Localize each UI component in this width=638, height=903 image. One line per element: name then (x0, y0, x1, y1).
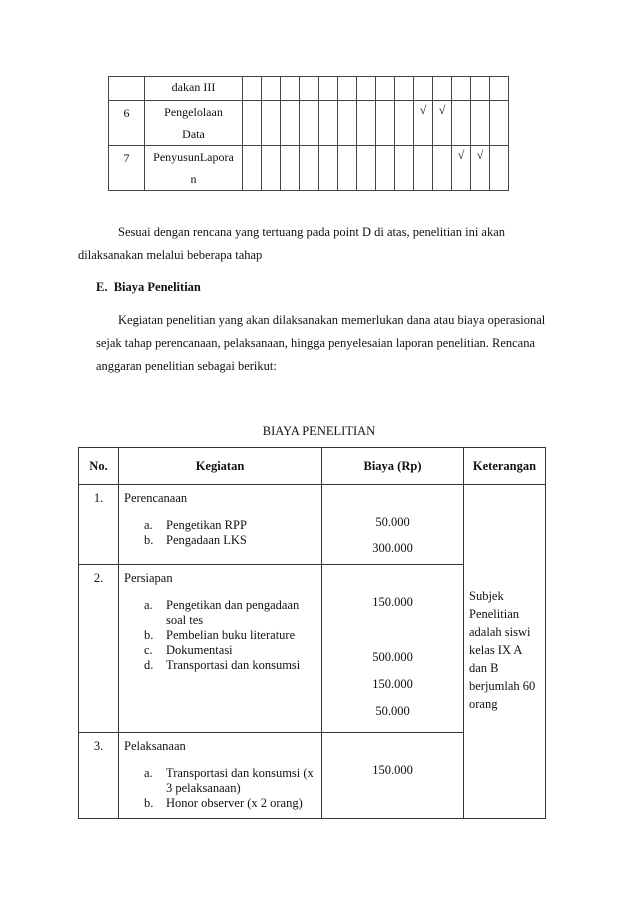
item-mark: c. (144, 643, 153, 657)
note-line: kelas IX A (469, 643, 523, 657)
section-costs (322, 565, 464, 733)
item-text: Transportasi dan konsumsi (166, 658, 301, 672)
schedule-row-no: 6 (109, 101, 145, 146)
check-mark: √ (452, 146, 471, 191)
activity-line: Pengelolaan (164, 105, 223, 119)
item-mark: a. (144, 518, 153, 532)
check-mark: √ (471, 146, 490, 191)
note-line: dan B (469, 661, 499, 675)
section-title: Pelaksanaan (124, 739, 186, 753)
item-mark: b. (144, 796, 154, 810)
activity-list (144, 598, 321, 673)
list-item (144, 643, 321, 658)
item-mark: a. (144, 598, 153, 612)
item-text: Pengadaan LKS (166, 533, 247, 547)
cost-value: 150.000 (372, 763, 413, 777)
budget-title: BIAYA PENELITIAN (262, 424, 376, 438)
section-no: 3. (79, 733, 119, 819)
item-text: Pengetikan RPP (166, 518, 247, 532)
section-activity (119, 485, 322, 565)
activity-list (144, 766, 321, 811)
list-item (144, 796, 321, 811)
item-text: Honor observer (x 2 orang) (166, 796, 303, 810)
list-item (144, 598, 321, 628)
note-line: Subjek (469, 589, 504, 603)
activity-list (144, 518, 321, 548)
schedule-row-activity (145, 77, 243, 101)
section-no: 2. (79, 565, 119, 733)
schedule-row-no (109, 77, 145, 101)
item-line: 3 pelaksanaan) (166, 781, 241, 795)
section-title: Perencanaan (124, 491, 188, 505)
schedule-row-activity (145, 146, 243, 191)
cost-value: 500.000 (372, 650, 413, 664)
item-text: Dokumentasi (166, 643, 233, 657)
budget-section-row (79, 485, 546, 565)
paragraph-2-line-2: sejak tahap perencanaan, pelaksanaan, hingga penyelesaian laporan penelitian. Rencana (96, 336, 536, 350)
activity-line: PenyusunLapora (153, 150, 234, 164)
section-costs (322, 733, 464, 819)
header-cost: Biaya (Rp) (322, 448, 464, 485)
section-heading: E. Biaya Penelitian (96, 280, 201, 294)
header-no: No. (79, 448, 119, 485)
item-mark: a. (144, 766, 153, 780)
schedule-row (109, 77, 509, 101)
cost-value: 50.000 (375, 515, 410, 529)
section-no: 1. (79, 485, 119, 565)
section-title: Persiapan (124, 571, 173, 585)
paragraph-2-line-3: anggaran penelitian sebagai berikut: (96, 359, 277, 373)
activity-line: n (190, 172, 197, 186)
cost-value: 150.000 (372, 595, 413, 609)
schedule-row (109, 146, 509, 191)
item-line: Pengetikan dan pengadaan (166, 598, 300, 612)
paragraph-1-line-2: dilaksanakan melalui beberapa tahap (78, 248, 263, 262)
item-mark: b. (144, 628, 154, 642)
item-text: Pembelian buku literature (166, 628, 296, 642)
note-cell (464, 485, 546, 819)
schedule-table (108, 76, 509, 191)
list-item (144, 518, 321, 533)
item-mark: b. (144, 533, 154, 547)
budget-table (78, 447, 546, 819)
note-line: adalah siswi (469, 625, 531, 639)
item-line: Transportasi dan konsumsi (x (166, 766, 314, 780)
header-note: Keterangan (464, 448, 546, 485)
item-text (166, 598, 299, 628)
cost-value: 150.000 (372, 677, 413, 691)
note-line: orang (469, 697, 498, 711)
item-text (166, 766, 314, 796)
list-item (144, 628, 321, 643)
activity-line: dakan III (171, 80, 216, 94)
section-activity (119, 565, 322, 733)
header-activity: Kegiatan (119, 448, 322, 485)
schedule-row (109, 101, 509, 146)
note-line: Penelitian (469, 607, 519, 621)
paragraph-2-line-1: Kegiatan penelitian yang akan dilaksanakan memerlukan dana atau biaya operasional (118, 313, 546, 327)
budget-header-row (79, 448, 546, 485)
cost-value: 50.000 (375, 704, 410, 718)
paragraph-1-line-1: Sesuai dengan rencana yang tertuang pada point D di atas, penelitian ini akan (118, 225, 506, 239)
item-line: soal tes (166, 613, 204, 627)
schedule-row-no: 7 (109, 146, 145, 191)
schedule-row-activity (145, 101, 243, 146)
check-mark: √ (414, 101, 433, 146)
activity-line: Data (182, 127, 205, 141)
list-item (144, 766, 321, 796)
cost-value: 300.000 (372, 541, 413, 555)
section-costs (322, 485, 464, 565)
item-mark: d. (144, 658, 154, 672)
note-line: berjumlah 60 (469, 679, 536, 693)
list-item (144, 533, 321, 548)
section-activity (119, 733, 322, 819)
check-mark: √ (433, 101, 452, 146)
list-item (144, 658, 321, 673)
